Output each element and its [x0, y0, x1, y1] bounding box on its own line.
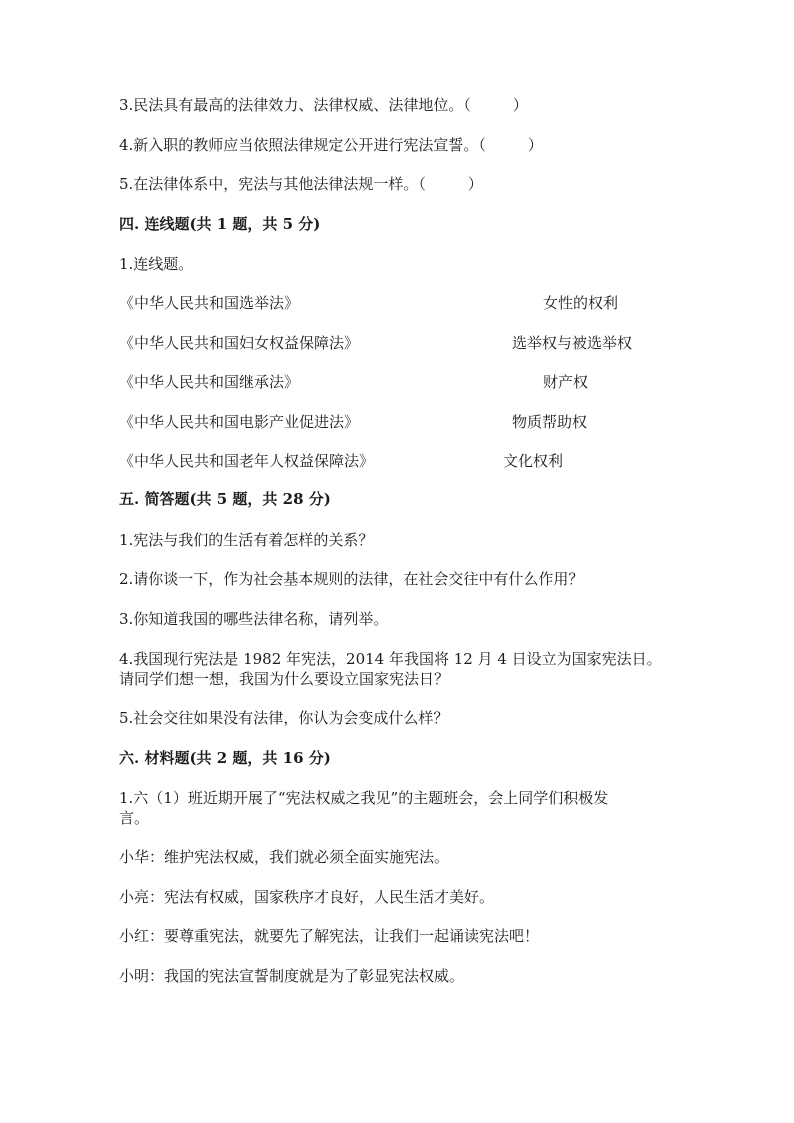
- section4-question-1: 1.连线题。: [119, 255, 194, 273]
- match-right-item: 财产权: [543, 373, 589, 391]
- match-left-item: 《中华人民共和国选举法》: [119, 294, 300, 312]
- judge-question-4-close: ）: [527, 136, 543, 154]
- material-xiaoliang: 小亮：宪法有权威，国家秩序才良好，人民生活才美好。: [119, 888, 495, 906]
- match-left-item: 《中华人民共和国继承法》: [119, 373, 300, 391]
- match-right-item: 女性的权利: [543, 294, 619, 312]
- match-left-item: 《中华人民共和国电影产业促进法》: [119, 413, 360, 431]
- judge-question-4: [119, 134, 543, 156]
- judge-question-3-close: ）: [512, 96, 528, 114]
- material-xiaohong: 小红：要尊重宪法，就要先了解宪法，让我们一起诵读宪法吧！: [119, 927, 540, 945]
- section6-question-1-line2: 言。: [119, 809, 150, 827]
- section5-question-3: 3.你知道我国的哪些法律名称，请列举。: [119, 610, 389, 628]
- section5-question-2: 2.请你谈一下，作为社会基本规则的法律，在社会交往中有什么作用？: [119, 570, 584, 588]
- judge-question-5: [119, 173, 483, 195]
- section5-heading: 五. 简答题(共 5 题，共 28 分): [119, 490, 331, 508]
- judge-question-3: [119, 94, 528, 116]
- material-xiaohua: 小华：维护宪法权威，我们就必须全面实施宪法。: [119, 848, 450, 866]
- judge-question-3-text: 3.民法具有最高的法律效力、法律权威、法律地位。（: [119, 96, 471, 114]
- section6-heading: 六. 材料题(共 2 题，共 16 分): [119, 749, 331, 767]
- material-xiaoming: 小明：我国的宪法宣誓制度就是为了彰显宪法权威。: [119, 967, 465, 985]
- judge-question-5-close: ）: [467, 175, 483, 193]
- match-right-item: 物质帮助权: [512, 413, 588, 431]
- section5-question-4-line1: 4.我国现行宪法是 1982 年宪法，2014 年我国将 12 月 4 日设立为国家宪法日。: [119, 650, 662, 668]
- match-right-item: 文化权利: [503, 452, 564, 470]
- judge-question-4-text: 4.新入职的教师应当依照法律规定公开进行宪法宣誓。（: [119, 136, 486, 154]
- match-left-item: 《中华人民共和国妇女权益保障法》: [119, 334, 360, 352]
- section5-question-1: 1.宪法与我们的生活有着怎样的关系？: [119, 531, 374, 549]
- match-left-item: 《中华人民共和国老年人权益保障法》: [119, 452, 375, 470]
- match-right-item: 选举权与被选举权: [512, 334, 633, 352]
- section5-question-4-line2: 请同学们想一想，我国为什么要设立国家宪法日？: [119, 670, 450, 688]
- section4-heading: 四. 连线题(共 1 题，共 5 分): [119, 215, 321, 233]
- judge-question-5-text: 5.在法律体系中，宪法与其他法律法规一样。（: [119, 175, 426, 193]
- section5-question-5: 5.社会交往如果没有法律，你认为会变成什么样？: [119, 709, 449, 727]
- section6-question-1-line1: 1.六（1）班近期开展了“宪法权威之我见”的主题班会，会上同学们积极发: [119, 789, 609, 807]
